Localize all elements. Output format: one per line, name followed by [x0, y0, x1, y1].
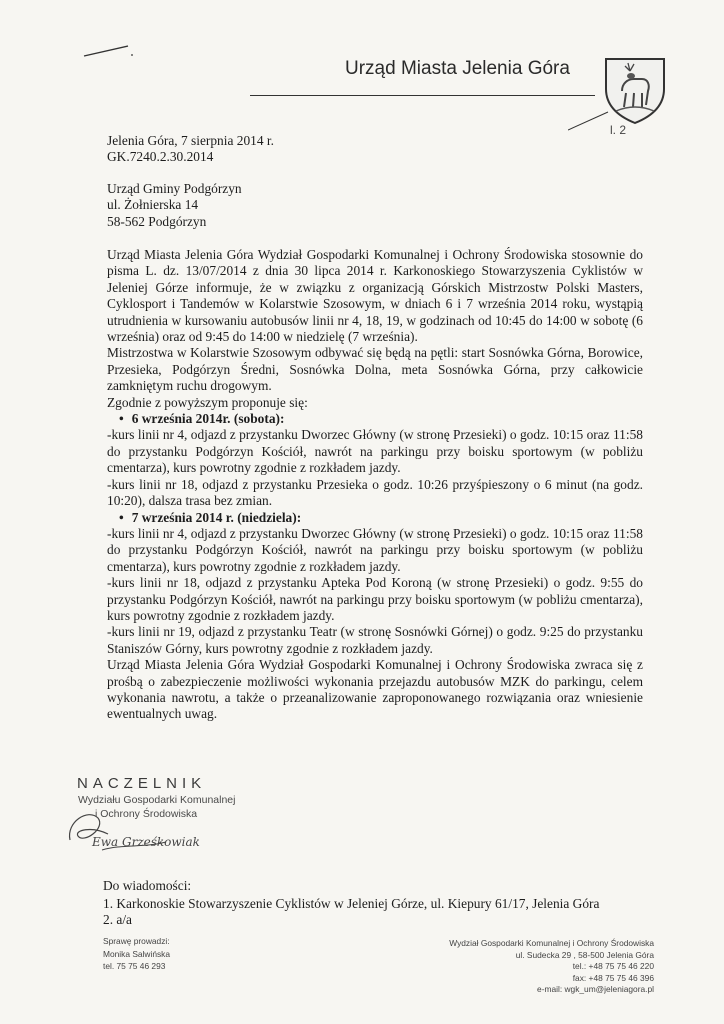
schedule-item: -kurs linii nr 4, odjazd z przystanku Dworzec Główny (w stronę Przesieki) o godz. 10:15 oraz 11:58 do przystanku Podgórzyn Kościół, nawrót na parkingu przy boisku sportowym (w pobliżu cmentarza), kurs powrotny zgodnie z rozkładem jazdy. [107, 427, 643, 476]
footer-line: fax: +48 75 75 46 396 [572, 972, 654, 983]
recipient-address [107, 181, 242, 230]
schedule-item: -kurs linii nr 18, odjazd z przystanku Apteka Pod Koroną (w stronę Przesieki) o godz. 9:55 do przystanku Podgórzyn Kościół, nawrót na parkingu przy boisku sportowym (w pobliżu cmentarza), kurs powrotny zgodnie z rozkładem jazdy. [107, 575, 643, 623]
department-contact [394, 938, 654, 996]
schedule-item: -kurs linii nr 18, odjazd z przystanku Przesieka o godz. 10:26 przyśpieszony o 6 minut (na godz. 10:20), dalsza trasa bez zmian. [107, 476, 643, 509]
signature-department-2: i Ochrony Środowiska [95, 808, 198, 820]
footer-line: Monika Salwińska [103, 948, 171, 959]
recipient-line: Urząd Gminy Podgórzyn [107, 181, 242, 196]
cc-item: 1. Karkonoskie Stowarzyszenie Cyklistów w Jeleniej Górze, ul. Kiepury 61/17, Jelenia Góra [103, 896, 600, 911]
header-divider [250, 95, 595, 96]
day1-heading: • 6 września 2014r. (sobota): [119, 411, 285, 427]
footer-line: Wydział Gospodarki Komunalnej i Ochrony Środowiska [449, 938, 654, 948]
footer-line: tel. 75 75 46 293 [103, 961, 166, 971]
footer-line: Sprawę prowadzi: [103, 936, 170, 946]
handwritten-signature [62, 800, 212, 855]
svg-text:l. 2: l. 2 [610, 123, 627, 137]
intro-paragraph: Urząd Miasta Jelenia Góra Wydział Gospodarki Komunalnej i Ochrony Środowiska stosownie do pisma L. dz. 13/07/2014 z dnia 30 lipca 2014 r. Karkonoskiego Stowarzyszenia Cyklistów w Jeleniej Górze informuje, że w związku z organizacją Górskich Mistrzostw Polski Masters, Cyklosport i Tandemów w Kolarstwie Szosowym, w dniach 6 i 7 września 2014 roku, wystąpią utrudnienia w kursowaniu autobusów linii nr 4, 18, 19, w godzinach od 10:45 do 14:00 w sobotę (6 września) oraz od 9:45 do 14:00 w niedzielę (7 września). [107, 247, 643, 345]
pen-stroke-mark [82, 40, 136, 60]
signature-department: Wydziału Gospodarki Komunalnej [78, 794, 236, 806]
proposal-line: Zgodnie z powyższym proponuje się: [107, 394, 308, 410]
footer-line: ul. Sudecka 29 , 58-500 Jelenia Góra [515, 949, 654, 960]
signatory-name: Ewa Grześkowiak [92, 835, 200, 849]
route-paragraph: Mistrzostwa w Kolarstwie Szosowym odbywać się będą na pętli: start Sosnówka Górna, Borowice, Przesieka, Podgórzyn Średni, Sosnówka Dolna, meta Sosnówka Górna, przy całkowicie zamkniętym ruchu drogowym. [107, 345, 643, 394]
office-name-header: Urząd Miasta Jelenia Góra [345, 58, 570, 79]
signature-title: NACZELNIK [77, 775, 207, 792]
letter-body [107, 247, 643, 723]
closing-paragraph: Urząd Miasta Jelenia Góra Wydział Gospodarki Komunalnej i Ochrony Środowiska zwraca się z prośbą o zabezpieczenie możliwości wykonania przejazdu autobusów MZK do parkingu, celem wykonania nawrotu, a także o przeanalizowanie zaproponowanego rozwiązania oraz wniesienie ewentualnych uwag. [107, 657, 643, 722]
recipient-line: ul. Żołnierska 14 [107, 197, 199, 213]
day2-heading: • 7 września 2014 r. (niedziela): [119, 509, 302, 525]
letter-date: Jelenia Góra, 7 sierpnia 2014 r. [107, 133, 274, 148]
schedule-item: -kurs linii nr 4, odjazd z przystanku Dworzec Główny (w stronę Przesieki) o godz. 10:15 oraz 11:58 do przystanku Podgórzyn Kościół, nawrót na parkingu przy boisku sportowym (w pobliżu cmentarza), kurs powrotny zgodnie z rozkładem jazdy. [107, 525, 643, 574]
handwritten-stamp-mark [568, 108, 648, 144]
schedule-item: -kurs linii nr 19, odjazd z przystanku Teatr (w stronę Sosnówki Górnej) o godz. 9:25 do przystanku Staniszów Górny, kurs powrotny zgodnie z rozkładem jazdy. [107, 624, 643, 656]
bullet-icon: • [119, 411, 124, 427]
footer-line: tel.: +48 75 75 46 220 [572, 961, 654, 972]
cc-label: Do wiadomości: [103, 878, 192, 893]
bullet-icon: • [119, 509, 124, 525]
recipient-line: 58-562 Podgórzyn [107, 213, 207, 229]
case-handler-info [103, 935, 170, 973]
footer-email[interactable]: e-mail: wgk_um@jeleniagora.pl [537, 984, 654, 995]
reference-number: GK.7240.2.30.2014 [107, 149, 214, 164]
cc-item: 2. a/a [103, 912, 132, 927]
